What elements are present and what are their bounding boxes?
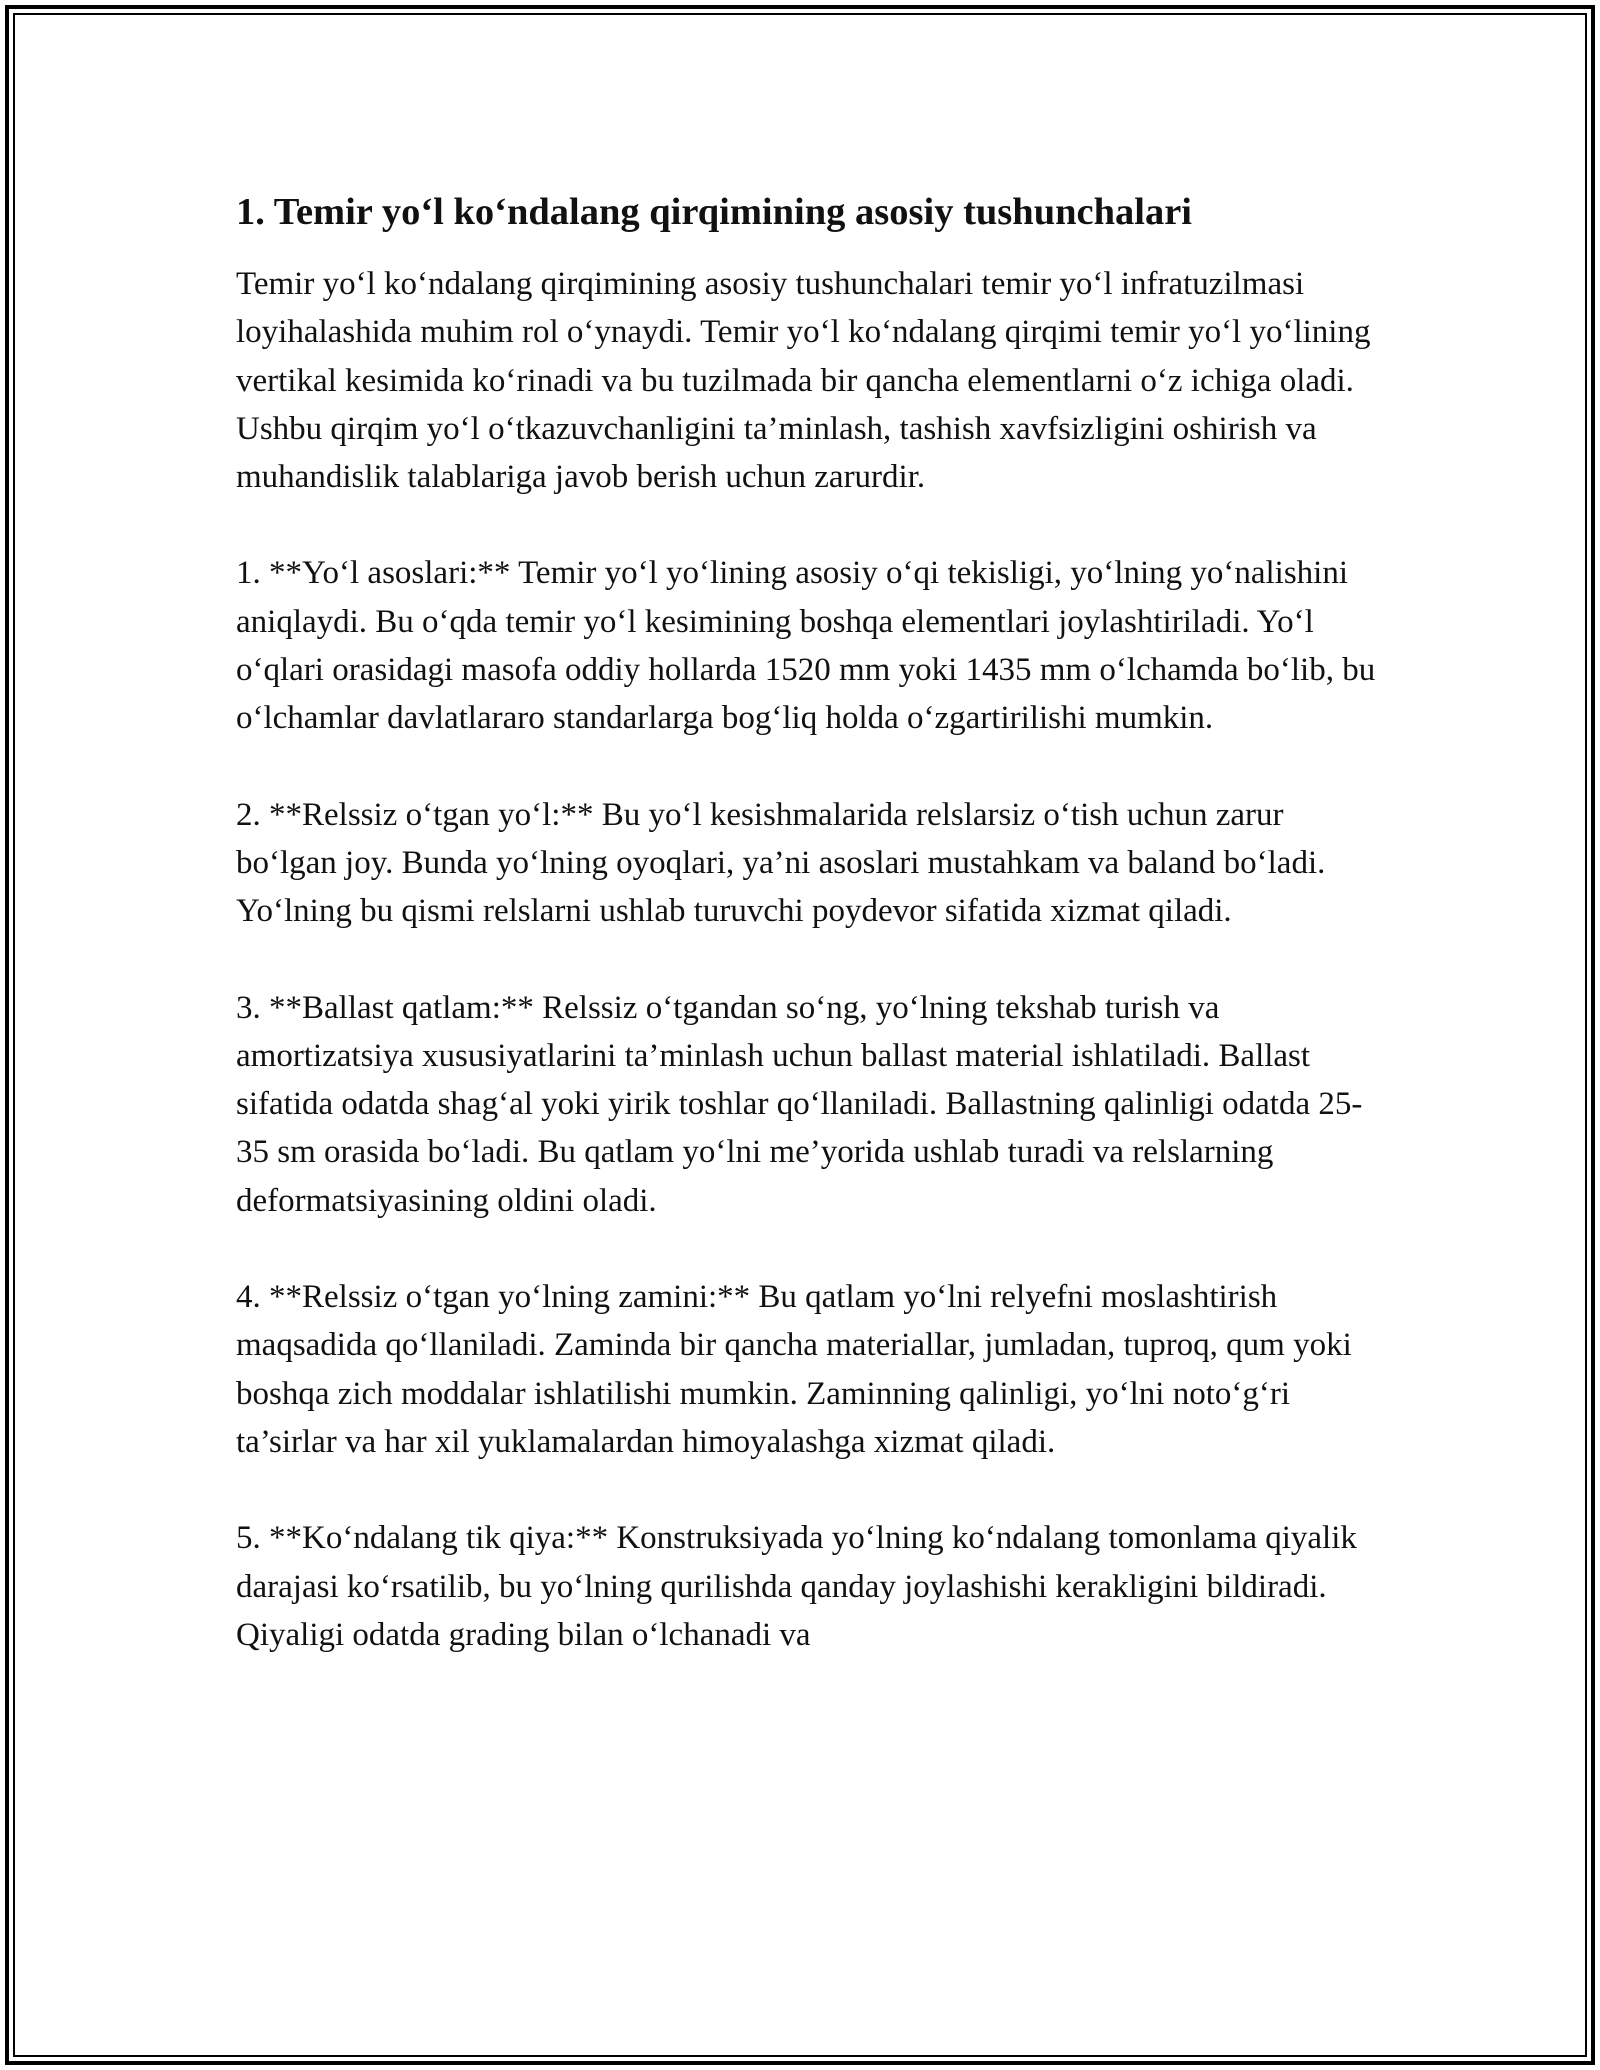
- list-item-4-paragraph: 4. **Relssiz o‘tgan yo‘lning zamini:** Bu qatlam yo‘lni relyefni moslashtirish maqsadida qo‘llaniladi. Zaminda bir qancha materiallar, jumladan, tuproq, qum yoki boshqa zich moddalar ishlatilishi mumkin. Zaminning qalinligi, yo‘lni noto‘g‘ri ta’sirlar va har xil yuklamalardan himoyalashga xizmat qiladi.: [236, 1279, 1352, 1460]
- list-item-2-paragraph: 2. **Relssiz o‘tgan yo‘l:** Bu yo‘l kesishmalarida relslarsiz o‘tish uchun zarur bo‘lgan joy. Bunda yo‘lning oyoqlari, ya’ni asoslari mustahkam va baland bo‘ladi. Yo‘lning bu qismi relslarni ushlab turuvchi poydevor sifatida xizmat qiladi.: [236, 796, 1326, 930]
- list-item-5-paragraph: 5. **Ko‘ndalang tik qiya:** Konstruksiyada yo‘lning ko‘ndalang tomonlama qiyalik darajasi ko‘rsatilib, bu yo‘lning qurilishda qanday joylashishi kerakligini bildiradi. Qiyaligi odatda grading bilan o‘lchanadi va: [236, 1520, 1357, 1653]
- list-item-1-paragraph: 1. **Yo‘l asoslari:** Temir yo‘l yo‘lining asosiy o‘qi tekisligi, yo‘lning yo‘nalishini aniqlaydi. Bu o‘qda temir yo‘l kesimining boshqa elementlari joylashtiriladi. Yo‘l o‘qlari orasidagi masofa oddiy hollarda 1520 mm yoki 1435 mm o‘lchamda bo‘lib, bu o‘lchamlar davlatlararo standarlarga bog‘liq holda o‘zgartirilishi mumkin.: [236, 555, 1376, 737]
- document-body: [236, 186, 1386, 1707]
- section-heading: 1. Temir yo‘l ko‘ndalang qirqimining asosiy tushunchalari: [236, 191, 1192, 233]
- intro-paragraph: Temir yo‘l ko‘ndalang qirqimining asosiy tushunchalari temir yo‘l infratuzilmasi loyihalashida muhim rol o‘ynaydi. Temir yo‘l ko‘ndalang qirqimi temir yo‘l yo‘lining vertikal kesimida ko‘rinadi va bu tuzilmada bir qancha elementlarni o‘z ichiga oladi. Ushbu qirqim yo‘l o‘tkazuvchanligini ta’minlash, tashish xavfsizligini oshirish va muhandislik talablariga javob berish uchun zarurdir.: [236, 266, 1371, 496]
- list-item-3-paragraph: 3. **Ballast qatlam:** Relssiz o‘tgandan so‘ng, yo‘lning tekshab turish va amortizatsiya xususiyatlarini ta’minlash uchun ballast material ishlatiladi. Ballast sifatida odatda shag‘al yoki yirik toshlar qo‘llaniladi. Ballastning qalinligi odatda 25-35 sm orasida bo‘ladi. Bu qatlam yo‘lni me’yorida ushlab turadi va relslarning deformatsiyasining oldini oladi.: [236, 989, 1363, 1219]
